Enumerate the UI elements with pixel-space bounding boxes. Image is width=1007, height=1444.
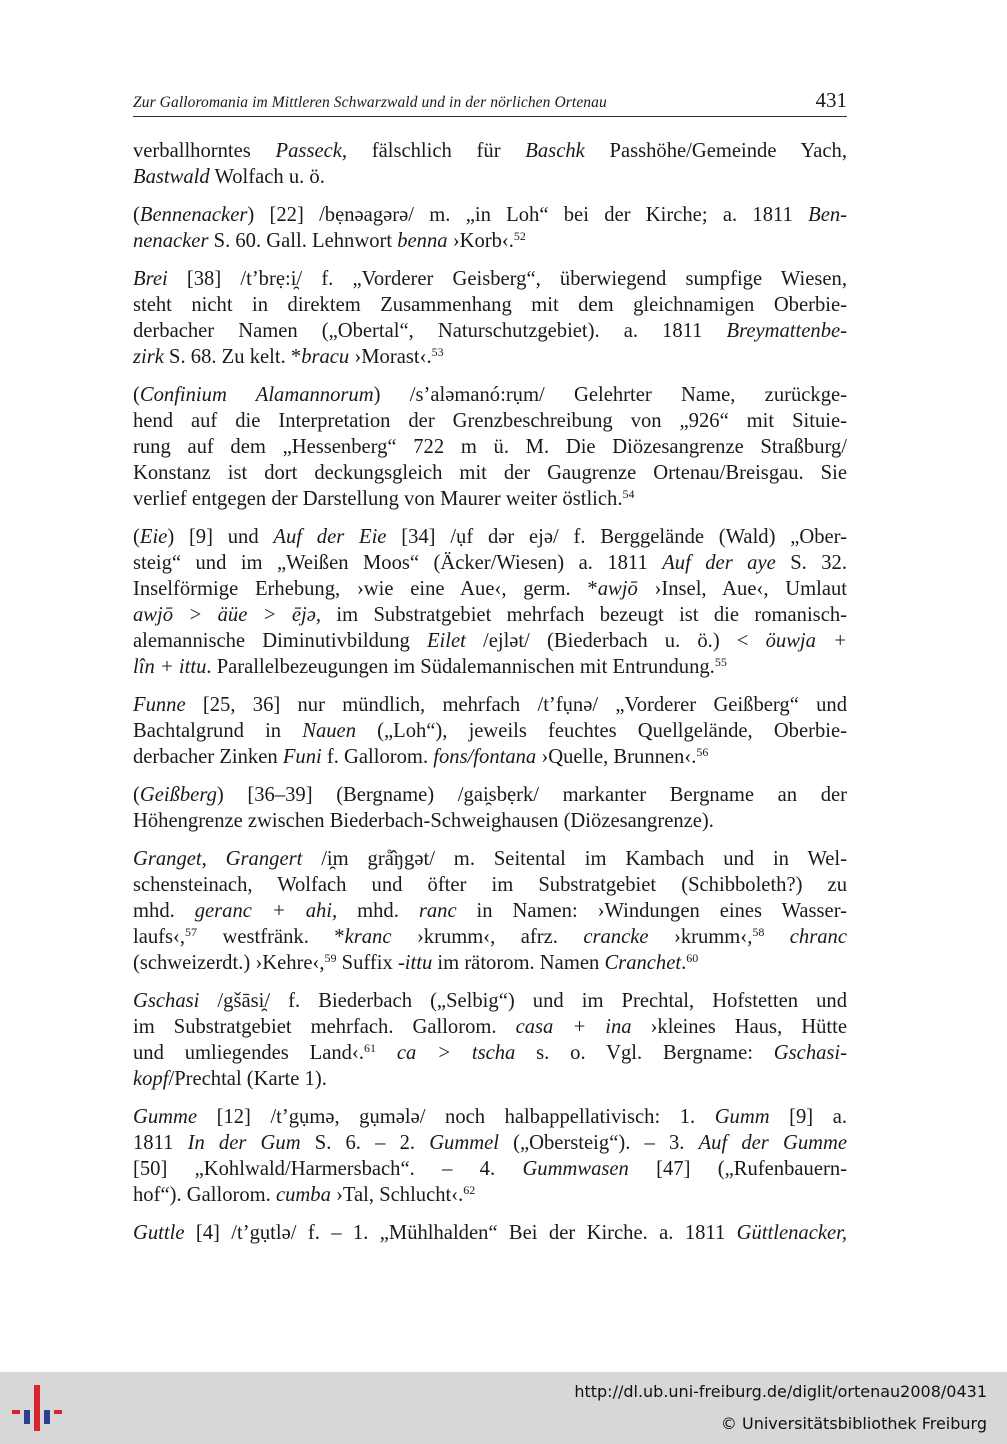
text-line: [133, 138, 847, 164]
text-run: ) [22] /bẹnəagərə/ m. „in Loh“ bei der Kirche; a. 1811: [247, 204, 809, 226]
italic-term: ranc: [418, 900, 457, 922]
italic-term: Confinium Alamannorum: [139, 384, 374, 406]
text-run: westfränk. *: [197, 926, 345, 948]
text-line: [133, 1220, 847, 1246]
text-run: ›Morast‹.: [349, 346, 432, 368]
italic-term: casa + ina: [515, 1016, 632, 1038]
text-run: ) [36–39] (Bergname) /gai̯sbẹrk/ markanter Bergname an der: [216, 784, 847, 806]
text-run: ) /s’aləmanó:rụm/ Gelehrter Name, zurückge-: [373, 384, 848, 406]
text-line: [133, 434, 847, 460]
text-run: ›kleines Haus, Hütte: [631, 1016, 847, 1038]
text-line: [133, 460, 847, 486]
italic-term: Granget, Grangert: [133, 848, 303, 870]
text-run: [38] /t’brẹ:i̯/ f. „Vorderer Geisberg“, überwiegend sumpfige Wiesen,: [167, 268, 847, 290]
text-run: rung auf dem „Hessenberg“ 722 m ü. M. Die Diözesangrenze Straßburg/: [133, 436, 847, 458]
paragraph: [133, 692, 847, 770]
footnote-ref: 61: [363, 1041, 376, 1055]
paragraph: [133, 524, 847, 680]
body-text: [133, 138, 847, 1258]
text-line: [133, 808, 847, 834]
text-run: („Obersteig“). – 3.: [498, 1132, 699, 1154]
italic-term: bracu: [301, 346, 350, 368]
text-line: [133, 382, 847, 408]
text-run: mhd.: [133, 900, 195, 922]
italic-term: Gschasi-: [773, 1042, 848, 1064]
text-run: mhd.: [337, 900, 419, 922]
italic-term: awjō: [597, 578, 638, 600]
italic-term: öuwja +: [765, 630, 847, 652]
text-run: ›Insel, Aue‹, Umlaut: [637, 578, 847, 600]
text-run: hend auf die Interpretation der Grenzbeschreibung von „926“ mit Situie-: [133, 410, 847, 432]
italic-term: Brei: [133, 268, 168, 290]
text-run: /ejlət/ (Biederbach u. ö.) <: [465, 630, 766, 652]
text-run: (: [133, 526, 140, 548]
text-line: [133, 344, 847, 370]
paragraph: [133, 782, 847, 834]
text-line: [133, 924, 847, 950]
italic-term: Gschasi: [133, 990, 200, 1012]
text-line: [133, 1182, 847, 1208]
italic-term: Gummwasen: [522, 1158, 629, 1180]
text-run: [764, 926, 789, 948]
text-run: Suffix: [336, 952, 398, 974]
italic-term: Güttlenacker,: [736, 1222, 847, 1244]
text-line: [133, 846, 847, 872]
text-line: [133, 602, 847, 628]
text-line: [133, 744, 847, 770]
italic-term: nenacker: [133, 230, 209, 252]
text-run: im rätorom. Namen: [432, 952, 605, 974]
italic-term: Funi: [282, 746, 322, 768]
text-run: ›Quelle, Brunnen‹.: [536, 746, 697, 768]
text-run: (: [133, 784, 140, 806]
text-run: S. 60. Gall. Lehnwort: [208, 230, 398, 252]
text-run: Konstanz ist dort deckungsgleich mit der Gaugrenze Ortenau/Breisgau. Sie: [133, 462, 847, 484]
page-number: 431: [815, 88, 847, 112]
running-head: [133, 86, 847, 117]
text-run: /Prechtal (Karte 1).: [168, 1068, 327, 1090]
text-run: f. Gallorom.: [321, 746, 434, 768]
text-line: [133, 524, 847, 550]
text-run: Wolfach u. ö.: [209, 166, 325, 188]
footnote-ref: 59: [324, 951, 337, 965]
paragraph: [133, 202, 847, 254]
italic-term: benna: [397, 230, 448, 252]
italic-term: kopf: [133, 1068, 169, 1090]
paragraph: [133, 266, 847, 370]
italic-term: Auf der aye: [662, 552, 776, 574]
text-line: [133, 164, 847, 190]
text-line: [133, 692, 847, 718]
text-line: [133, 202, 847, 228]
text-run: derbacher Namen („Obertal“, Naturschutzgebiet). a. 1811: [133, 320, 727, 342]
copyright-notice: © Universitätsbibliothek Freiburg: [720, 1414, 987, 1433]
text-run: schensteinach, Wolfach und öfter im Substratgebiet (Schibboleth?) zu: [133, 874, 847, 896]
text-run: [376, 1042, 397, 1064]
text-run: S. 32.: [775, 552, 847, 574]
italic-term: Gumme: [133, 1106, 198, 1128]
italic-term: chranc: [789, 926, 847, 948]
text-run: steig“ und im „Weißen Moos“ (Äcker/Wiesen) a. 1811: [133, 552, 663, 574]
text-line: [133, 292, 847, 318]
italic-term: Breymattenbe-: [726, 320, 847, 342]
footnote-ref: 52: [513, 229, 526, 243]
text-run: 1811: [133, 1132, 188, 1154]
text-run: („Loh“), jeweils feuchtes Quellgelände, Oberbie-: [356, 720, 847, 742]
italic-term: Gumm: [714, 1106, 770, 1128]
text-line: [133, 318, 847, 344]
text-run: /gšāsi̯/ f. Biederbach („Selbig“) und im Prechtal, Hofstetten und: [199, 990, 847, 1012]
italic-term: ca > tscha: [396, 1042, 516, 1064]
italic-term: Cranchet: [604, 952, 682, 974]
italic-term: zirk: [133, 346, 164, 368]
footnote-ref: 58: [752, 925, 765, 939]
text-line: [133, 228, 847, 254]
text-run: steht nicht in direktem Zusammenhang mit dem gleichnamigen Oberbie-: [133, 294, 847, 316]
text-line: [133, 782, 847, 808]
text-run: [9] a.: [769, 1106, 847, 1128]
text-run: S. 6. – 2.: [300, 1132, 430, 1154]
paragraph: [133, 846, 847, 976]
text-run: Passhöhe/Gemeinde Yach,: [584, 140, 848, 162]
text-line: [133, 872, 847, 898]
text-run: ›Korb‹.: [447, 230, 514, 252]
footer-bar: [0, 1372, 1007, 1444]
text-run: verlief entgegen der Darstellung von Maurer weiter östlich.: [133, 488, 623, 510]
paragraph: [133, 1220, 847, 1246]
italic-term: In der Gum: [187, 1132, 301, 1154]
text-run: verballhorntes: [133, 140, 276, 162]
text-line: [133, 1066, 847, 1092]
text-run: [47] („Rufenbauern-: [628, 1158, 847, 1180]
text-run: [12] /t’gụmə, gụmələ/ noch halbappellativisch: 1.: [197, 1106, 715, 1128]
text-line: [133, 550, 847, 576]
text-line: [133, 950, 847, 976]
text-run: fälschlich für: [347, 140, 526, 162]
italic-term: Geißberg: [139, 784, 217, 806]
text-run: (: [133, 204, 140, 226]
text-run: [4] /t’gụtlə/ f. – 1. „Mühlhalden“ Bei der Kirche. a. 1811: [184, 1222, 737, 1244]
text-line: [133, 628, 847, 654]
text-line: [133, 1014, 847, 1040]
text-run: derbacher Zinken: [133, 746, 283, 768]
italic-term: Ben-: [808, 204, 847, 226]
text-run: laufs‹,: [133, 926, 186, 948]
text-line: [133, 988, 847, 1014]
italic-term: -ittu: [397, 952, 433, 974]
text-run: .: [681, 952, 687, 974]
text-run: S. 68. Zu kelt. *: [163, 346, 302, 368]
running-title: Zur Galloromania im Mittleren Schwarzwald und in der nörlichen Ortenau: [133, 94, 607, 111]
text-run: /i̯m grå̂ŋgət/ m. Seitental im Kambach und in Wel-: [302, 848, 847, 870]
library-logo-icon: [12, 1383, 64, 1433]
footnote-ref: 62: [463, 1183, 476, 1197]
italic-term: Funne: [133, 694, 186, 716]
text-run: (: [133, 384, 140, 406]
italic-term: Nauen: [302, 720, 356, 742]
text-run: Bachtalgrund in: [133, 720, 303, 742]
text-line: [133, 654, 847, 680]
footnote-ref: 53: [431, 345, 444, 359]
italic-term: Gummel: [429, 1132, 499, 1154]
text-line: [133, 486, 847, 512]
italic-term: kranc: [344, 926, 392, 948]
footnote-ref: 55: [714, 655, 727, 669]
paragraph: [133, 138, 847, 190]
italic-term: Guttle: [133, 1222, 185, 1244]
paragraph: [133, 1104, 847, 1208]
italic-term: crancke: [583, 926, 649, 948]
italic-term: Bastwald: [133, 166, 210, 188]
text-run: [34] /ụf dər ejə/ f. Berggelände (Wald) „Ober-: [386, 526, 847, 548]
text-line: [133, 1040, 847, 1066]
text-line: [133, 898, 847, 924]
text-line: [133, 266, 847, 292]
text-line: [133, 576, 847, 602]
italic-term: Bennenacker: [139, 204, 248, 226]
italic-term: fons/fontana: [433, 746, 537, 768]
source-url[interactable]: http://dl.ub.uni-freiburg.de/diglit/ortenau2008/0431: [574, 1382, 987, 1401]
text-line: [133, 1130, 847, 1156]
text-run: ›krumm‹, afrz.: [391, 926, 584, 948]
text-run: ›krumm‹,: [648, 926, 753, 948]
italic-term: Auf der Gumme: [698, 1132, 848, 1154]
italic-term: Eie: [139, 526, 168, 548]
paragraph: [133, 988, 847, 1092]
text-run: . Parallelbezeugungen im Südalemannischen mit Entrundung.: [206, 656, 715, 678]
footnote-ref: 60: [686, 951, 699, 965]
text-run: [50] „Kohlwald/Harmersbach“. – 4.: [133, 1158, 523, 1180]
text-run: ›Tal, Schlucht‹.: [330, 1184, 464, 1206]
footnote-ref: 57: [185, 925, 198, 939]
paragraph: [133, 382, 847, 512]
text-run: , im Substratgebiet mehrfach bezeugt ist die romanisch-: [315, 604, 847, 626]
text-line: [133, 718, 847, 744]
text-line: [133, 1104, 847, 1130]
italic-term: Auf der Eie: [273, 526, 387, 548]
italic-term: Eilet: [426, 630, 466, 652]
italic-term: Passeck,: [275, 140, 348, 162]
footnote-ref: 54: [622, 487, 635, 501]
footnote-ref: 56: [696, 745, 709, 759]
text-run: [25, 36] nur mündlich, mehrfach /t’fụnə/ „Vorderer Geißberg“ und: [185, 694, 847, 716]
text-run: (schweizerdt.) ›Kehre‹,: [133, 952, 325, 974]
text-run: s. o. Vgl. Bergname:: [515, 1042, 774, 1064]
text-line: [133, 1156, 847, 1182]
italic-term: Baschk: [525, 140, 585, 162]
text-run: in Namen: ›Windungen eines Wasser-: [456, 900, 848, 922]
text-run: alemannische Diminutivbildung: [133, 630, 427, 652]
italic-term: geranc + ahi,: [194, 900, 338, 922]
text-run: Inselförmige Erhebung, ›wie eine Aue‹, germ. *: [133, 578, 598, 600]
text-run: ) [9] und: [167, 526, 274, 548]
italic-term: cumba: [275, 1184, 331, 1206]
italic-term: lîn + ittu: [133, 656, 207, 678]
text-run: im Substratgebiet mehrfach. Gallorom.: [133, 1016, 516, 1038]
italic-term: awjō > äüe > ējə: [133, 604, 316, 626]
text-run: Höhengrenze zwischen Biederbach-Schweighausen (Diözesangrenze).: [133, 810, 714, 832]
text-run: hof“). Gallorom.: [133, 1184, 276, 1206]
text-line: [133, 408, 847, 434]
text-run: und umliegendes Land‹.: [133, 1042, 364, 1064]
